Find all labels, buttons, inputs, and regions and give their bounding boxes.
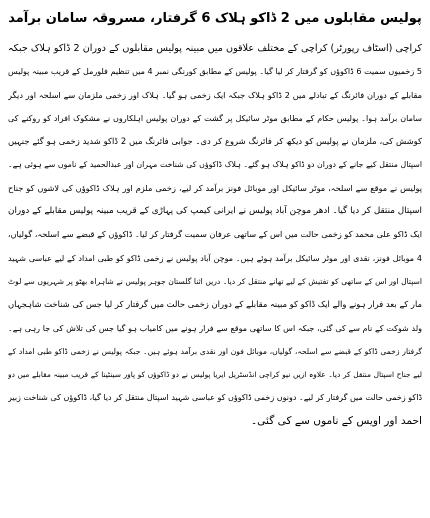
article-line: 4 موبائل فونز، نقدی اور موٹر سائیکل برآمد ہوئے ہیں۔ موچن آباد پولیس نے زخمی ڈاکو کو طبی امداد کے لیے عباسی شہید (8, 253, 422, 263)
article-line: کراچی (اسٹاف رپورٹر) کراچی کے مختلف علاقوں میں مبینہ پولیس مقابلوں کے دوران 2 ڈاکو ہلاک جبکہ (8, 43, 422, 54)
article-line: لیے جناح اسپتال منتقل کر دیا۔ علاوہ ازیں نیو کراچی انڈسٹریل ایریا پولیس نے دو ڈاکوؤں کو پاور سینٹینا کے قریب مبینہ مقابلے میں دو (8, 370, 422, 380)
article-headline: پولیس مقابلوں میں 2 ڈاکو ہلاک 6 گرفتار، مسروقہ سامان برآمد (8, 11, 422, 26)
article-line: مار کے بعد فرار ہونے والے ایک ڈاکو کو مبینہ مقابلے کے دوران زخمی حالت میں گرفتار کر لیا جس کی شناخت شاہجہاں (8, 299, 422, 310)
article-line: اسپتال منتقل کیے جانے کے دوران دو ڈاکو ہلاک ہو گئے۔ ہلاک ڈاکوؤں کی شناخت مہران اور عبدالحمید کے ناموں سے ہوئی ہے۔ (8, 160, 422, 170)
article-line: 5 زخمیوں سمیت 6 ڈاکوؤں کو گرفتار کر لیا گیا۔ پولیس کے مطابق کورنگی نمبر 4 میں تنظیم فلورمل کے قریب مبینہ پولیس (8, 67, 422, 77)
article-line: سامان برآمد ہوا۔ پولیس حکام کے مطابق موٹر سائیکل پر گشت کے دوران پولیس اہلکاروں نے مشکوک افراد کو روکنے کی (8, 113, 422, 123)
article-line: اسپتال اور اس کے ساتھی کو تفتیش کے لیے تھانے منتقل کر دیا۔ دریں اثنا گلستان جوہر پولیس نے شاہراہ بھٹو پر شہریوں سے لوٹ (8, 276, 422, 286)
article-line: احمد اور اویس کے ناموں سے کی گئی۔ (250, 414, 422, 427)
article-line: ڈاکو زخمی حالت میں گرفتار کر لیے۔ دونوں زخمی ڈاکوؤں کو عباسی شہید اسپتال منتقل کر دیا گیا، ڈاکوؤں کی شناخت زبیر (8, 393, 422, 403)
article-line: اسپتال منتقل کر دیا گیا۔ ادھر موچن آباد پولیس نے ایرانی کیمپ کی پہاڑی کے قریب مبینہ پولیس مقابلے کے دوران (8, 206, 422, 217)
article-line: گرفتار زخمی ڈاکو کے قبضے سے اسلحہ، گولیاں، موبائل فون اور نقدی برآمد ہوئے ہیں۔ جبکہ پولیس نے زخمی ڈاکو طبی امداد کے (8, 346, 422, 356)
article-line: کوشش کی، ملزمان نے پولیس کو دیکھ کر فائرنگ شروع کر دی۔ جوابی فائرنگ میں 2 ڈاکو شدید زخمی ہو گئے جنہیں (8, 136, 422, 147)
article-line: ایک ڈاکو علی محمد کو زخمی حالت میں اس کے ساتھی عرفان سمیت گرفتار کر لیا۔ ڈاکوؤں کے قبضے سے اسلحہ، گولیاں، (8, 229, 422, 240)
article-body (8, 37, 422, 433)
article-line: مقابلے کے دوران فائرنگ کے تبادلے میں 2 ڈاکو ہلاک جبکہ ایک زخمی ہو گیا۔ ہلاک اور زخمی ملزمان سے اسلحہ اور دیگر (8, 89, 422, 100)
article-line: ولد شوکت کے نام سے کی گئی، جبکہ اس کا ساتھی موقع سے فرار ہونے میں کامیاب ہو گیا جس کی تلاش کی جا رہی ہے۔ (8, 323, 422, 333)
article-line: پولیس نے موقع سے اسلحہ، موٹر سائیکل اور موبائل فونز برآمد کر لیے، زخمی ملزم اور ہلاک ڈاکوؤں کی لاشوں کو جناح (8, 182, 422, 193)
